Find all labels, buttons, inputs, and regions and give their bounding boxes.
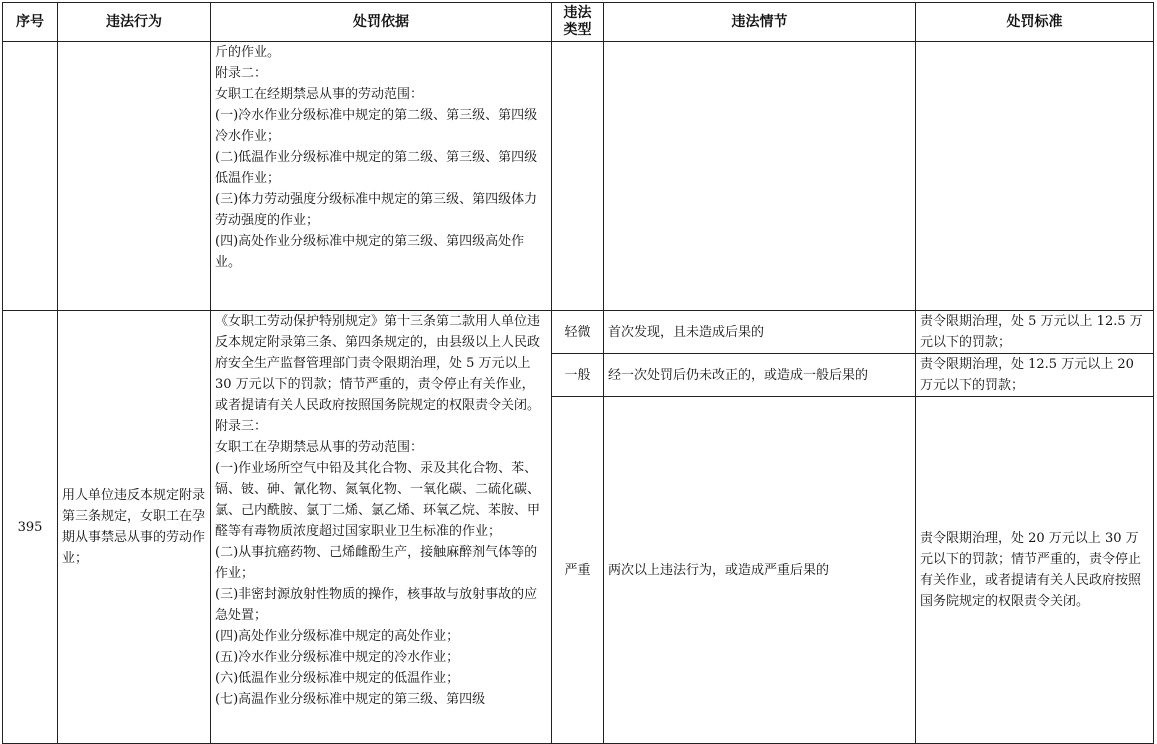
cell-circumstance-minor: 首次发现，且未造成后果的 [604,311,916,354]
header-circumstance: 违法情节 [604,3,916,42]
header-standard: 处罚标准 [916,3,1154,42]
table-row-continued [3,42,1154,311]
cell-act-empty [58,42,211,311]
cell-circumstance-empty [604,42,916,311]
cell-basis-continued [211,42,552,311]
cell-type-severe: 严重 [552,397,604,744]
basis-text-continued: 斤的作业。 附录二： 女职工在经期禁忌从事的劳动范围： (一)冷水作业分级标准中规定的第二级、第三级、第四级冷水作业； (二)低温作业分级标准中规定的第二级、第三级、第四级低温作业； (三)体力劳动强度分级标准中规定的第三级、第四级体力劳动强度的作业； (四)高处作业分级标准中规定的第三级、第四级高处作业。 [215,45,538,270]
cell-standard-general: 责令限期治理，处 12.5 万元以上 20 万元以下的罚款； [916,354,1154,397]
cell-basis-395 [211,311,552,744]
header-basis: 处罚依据 [211,3,552,42]
cell-standard-empty [916,42,1154,311]
table-row-395-minor [3,311,1154,354]
cell-circumstance-severe: 两次以上违法行为，或造成严重后果的 [604,397,916,744]
cell-standard-severe: 责令限期治理，处 20 万元以上 30 万元以下的罚款；情节严重的，责令停止有关作业，或者提请有关人民政府按照国务院规定的权限责令关闭。 [916,397,1154,744]
cell-act-395: 用人单位违反本规定附录第三条规定，女职工在孕期从事禁忌从事的劳动作业； [58,311,211,744]
cell-type-general: 一般 [552,354,604,397]
header-row [3,3,1154,42]
basis-text-395: 《女职工劳动保护特别规定》第十三条第二款用人单位违反本规定附录第三条、第四条规定的，由县级以上人民政府安全生产监督管理部门责令限期治理，处 5 万元以上 30 万元以下的罚款；情节严重的，责令停止有关作业，或者提请有关人民政府按照国务院规定的权限责令关闭。 附录三： 女职工在孕期禁忌从事的劳动范围： (一)作业场所空气中铅及其化合物、汞及其化合物、苯、镉、铍、砷、氰化物、氮氧化物、一氧化碳、二硫化碳、氯、己内酰胺、氯丁二烯、氯乙烯、环氧乙烷、苯胺、甲醛等有毒物质浓度超过国家职业卫生标准的作业； (二)从事抗癌药物、己烯雌酚生产，接触麻醉剂气体等的作业； (三)非密封源放射性物质的操作，核事故与放射事故的应急处置； (四)高处作业分级标准中规定的高处作业； (五)冷水作业分级标准中规定的冷水作业； (六)低温作业分级标准中规定的低温作业； (七)高温作业分级标准中规定的第三级、第四级 [215,314,541,707]
header-seq: 序号 [3,3,58,42]
cell-seq-empty [3,42,58,311]
cell-standard-minor: 责令限期治理，处 5 万元以上 12.5 万元以下的罚款； [916,311,1154,354]
cell-type-minor: 轻微 [552,311,604,354]
penalty-table [2,2,1154,744]
cell-seq-395: 395 [3,311,58,744]
cell-type-empty [552,42,604,311]
header-type: 违法 类型 [552,3,604,42]
header-act: 违法行为 [58,3,211,42]
cell-circumstance-general: 经一次处罚后仍未改正的，或造成一般后果的 [604,354,916,397]
